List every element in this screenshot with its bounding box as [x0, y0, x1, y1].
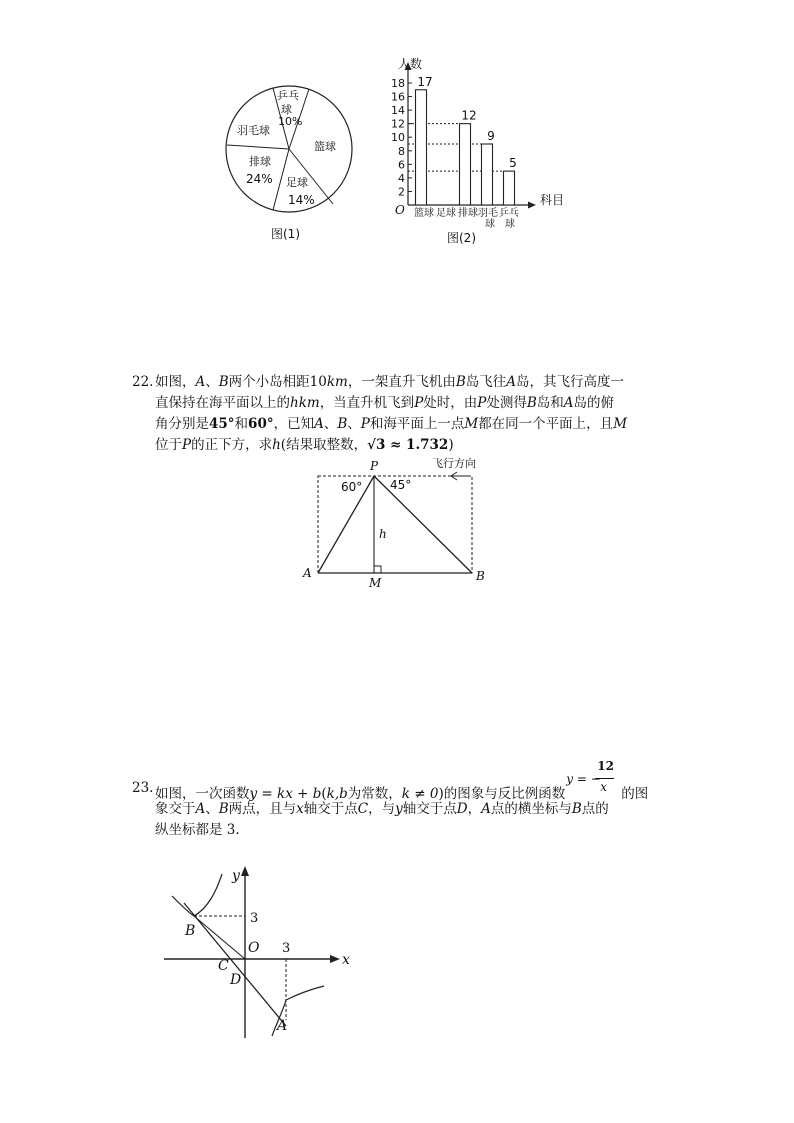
y-tick-label: 12: [391, 117, 405, 131]
q23-text: ，: [467, 801, 482, 817]
q23-text: 点的横坐标与: [490, 801, 572, 817]
x-axis-label: 科目: [540, 193, 565, 207]
q23-rev-denominator: x: [600, 780, 607, 794]
q22-text: 和海平面上一点: [369, 416, 465, 432]
q23-var: B: [218, 801, 229, 817]
q22-text: 处测得: [486, 395, 527, 411]
q22-text: ，当直升机飞到: [319, 395, 415, 411]
q22-text: 的正下方，求: [191, 437, 273, 453]
q23-condition: k ≠ 0: [401, 786, 439, 802]
q22-var: M: [613, 416, 628, 432]
pie-percent-pingpong: 10%: [278, 115, 303, 128]
q22-fig-label-B: B: [476, 569, 485, 583]
q23-figure: [160, 860, 360, 1042]
q23-line-3: [155, 820, 240, 840]
q23-var: A: [481, 801, 491, 817]
q22-angle: 45°: [209, 416, 235, 432]
q22-var: P: [414, 395, 424, 411]
y-tick-label: 8: [398, 144, 405, 158]
q23-hyperbola-upper-left: [172, 874, 222, 916]
q23-var: y: [395, 801, 403, 817]
xtick-badminton-1: 羽毛: [478, 208, 498, 219]
bar-volleyball: [460, 124, 471, 205]
q22-fig-label-P: P: [370, 459, 379, 473]
q23-fig-label-D: D: [230, 972, 242, 988]
bar-badminton: [482, 144, 493, 205]
q22-text: 、: [347, 416, 361, 432]
q22-text: 位于: [155, 437, 182, 453]
xtick-badminton-2: 球: [485, 219, 495, 230]
q23-line-AB: [184, 903, 286, 1026]
q22-var: hkm: [290, 395, 320, 411]
y-tick-label: 4: [398, 171, 405, 185]
q23-equation: y = kx + b: [249, 786, 322, 802]
q22-text: ): [448, 437, 454, 453]
q23-var: D: [456, 801, 468, 817]
pie-label-football: 足球: [286, 176, 308, 189]
q22-text: 如图，: [155, 374, 196, 390]
q22-var: P: [477, 395, 487, 411]
q23-fig-label-O: O: [248, 940, 260, 956]
q23-var: x: [296, 801, 304, 817]
bar-figure: [385, 55, 580, 250]
q23-var: A: [195, 801, 206, 817]
q22-figure: [298, 455, 498, 590]
q23-text: ，与: [368, 801, 396, 817]
q23-text: 为常数，: [347, 786, 402, 802]
q22-fig-angle60: 60°: [341, 480, 363, 494]
q23-text: 轴交于点: [303, 801, 358, 817]
x-axis-arrow: [528, 202, 536, 209]
q22-var: A: [314, 416, 324, 432]
bar-label-pingpong: 5: [509, 156, 517, 171]
q23-text: 、: [205, 801, 219, 817]
q22-text: 直保持在海平面以上的: [155, 395, 290, 411]
q22-text: 岛的俯: [573, 395, 615, 411]
q22-fig-angle45: 45°: [390, 478, 412, 492]
y-tick-label: 2: [398, 185, 405, 199]
q22-text: 都在同一个平面上，且: [478, 416, 614, 432]
q22-text: 岛和: [536, 395, 564, 411]
q23-text: 如图，一次函数: [155, 786, 250, 802]
q22-text: 、: [323, 416, 338, 432]
q22-text: 角分别是: [155, 416, 209, 432]
q22-var: P: [360, 416, 370, 432]
pie-label-badminton: 羽毛球: [237, 124, 270, 137]
q23-fig-label-x: x: [342, 952, 350, 968]
bar-label-badminton: 9: [487, 129, 495, 143]
q22-var: A: [506, 374, 517, 390]
q23-text: 象交于: [155, 801, 196, 817]
xtick-pingpong-1: 乒乓: [499, 208, 519, 219]
q23-fig-label-y: y: [232, 868, 240, 884]
q23-text: 点的: [581, 801, 609, 817]
pie-label-basketball: 篮球: [314, 140, 336, 153]
q22-var: M: [464, 416, 479, 432]
q23-y-arrow: [241, 866, 249, 876]
q22-text: 岛，其飞行高度一: [516, 374, 625, 390]
q22-var: B: [218, 374, 229, 390]
q23-number: 23.: [132, 780, 154, 796]
q22-right-angle-mark: [374, 566, 381, 573]
y-tick-label: 18: [391, 77, 405, 90]
q22-line-2: [155, 393, 614, 413]
xtick-pingpong-2: 球: [505, 219, 515, 230]
q22-var: B: [526, 395, 537, 411]
xtick-basketball: 篮球: [414, 208, 434, 219]
q23-fig-label-3y: 3: [250, 911, 259, 926]
q22-line-3: [155, 414, 627, 434]
q23-text: )的图象与反比例函数: [438, 786, 566, 802]
q22-var: P: [182, 437, 192, 453]
q23-var: B: [571, 801, 582, 817]
y-tick-label: 10: [391, 131, 405, 145]
q22-approx: √3 ≈ 1.732: [367, 437, 449, 453]
bar-basketball: [416, 90, 427, 205]
q22-fig-label-h: h: [379, 527, 387, 541]
q22-text: ，已知: [273, 416, 315, 432]
q22-text: 岛飞往: [465, 374, 507, 390]
q22-num: 10: [309, 374, 327, 390]
q22-text: 处时，由: [423, 395, 478, 411]
y-axis-label: 人数: [398, 57, 423, 71]
pie-label-pingpong-2: 球: [281, 103, 292, 116]
q23-line-2: [155, 799, 609, 819]
bar-pingpong: [504, 171, 515, 205]
q22-number: 22.: [132, 374, 154, 390]
q22-fig-label-M: M: [369, 576, 382, 590]
q22-fig-direction: 飞行方向: [432, 457, 476, 470]
y-ticks: [391, 77, 412, 198]
q22-segment-PB: [374, 476, 472, 573]
pie-label-pingpong-1: 乒乓: [277, 89, 299, 102]
q23-rev-lhs: y = −: [566, 772, 601, 786]
q22-var: A: [195, 374, 206, 390]
question-23: [132, 759, 673, 848]
q22-var: A: [563, 395, 574, 411]
q22-text: ，一架直升飞机由: [347, 374, 456, 390]
q23-text: 纵坐标都是 3.: [155, 822, 240, 838]
q22-angle: 60°: [248, 416, 274, 432]
q22-text: 、: [205, 374, 219, 390]
bar-label-basketball: 17: [417, 74, 433, 89]
q23-text: 轴交于点: [402, 801, 457, 817]
figure1-caption: 图(1): [271, 227, 300, 241]
xtick-volleyball: 排球: [458, 208, 478, 219]
q22-var: B: [455, 374, 466, 390]
pie-figure: [225, 82, 355, 242]
q23-line-BO: [194, 916, 245, 959]
q22-unit: km: [326, 374, 348, 390]
y-tick-label: 16: [391, 90, 405, 104]
origin-label: O: [395, 203, 405, 217]
bar-label-volleyball: 12: [461, 108, 477, 123]
q22-var: h: [272, 437, 281, 453]
xtick-football: 足球: [436, 208, 456, 219]
q23-rev-numerator: 12: [597, 759, 614, 773]
q23-fig-label-B: B: [185, 923, 196, 939]
q22-text: 和: [234, 416, 249, 432]
pie-percent-football: 14%: [288, 193, 315, 207]
figure2-caption: 图(2): [447, 231, 476, 245]
q23-fig-label-3x: 3: [282, 941, 291, 956]
y-tick-label: 14: [391, 104, 405, 118]
q22-fig-label-A: A: [303, 566, 312, 580]
q22-var: B: [337, 416, 348, 432]
pie-label-volleyball: 排球: [249, 155, 271, 168]
q23-x-arrow: [330, 955, 340, 963]
q22-text: 两个小岛相距: [228, 374, 310, 390]
bars: [416, 90, 515, 205]
q23-text: (: [321, 786, 327, 802]
q23-var: C: [357, 801, 369, 817]
pie-percent-volleyball: 24%: [246, 172, 273, 186]
q23-reverse-function: [565, 759, 621, 798]
q23-text: 两点，且与: [228, 801, 297, 817]
y-tick-label: 6: [398, 158, 405, 172]
q23-var: k,b: [326, 786, 348, 802]
q23-fig-label-C: C: [218, 958, 229, 974]
q22-line-4: [155, 435, 454, 455]
q22-text: (结果取整数，: [280, 437, 368, 453]
q23-text: 的图: [621, 786, 649, 802]
q23-fig-label-A: A: [277, 1018, 288, 1034]
